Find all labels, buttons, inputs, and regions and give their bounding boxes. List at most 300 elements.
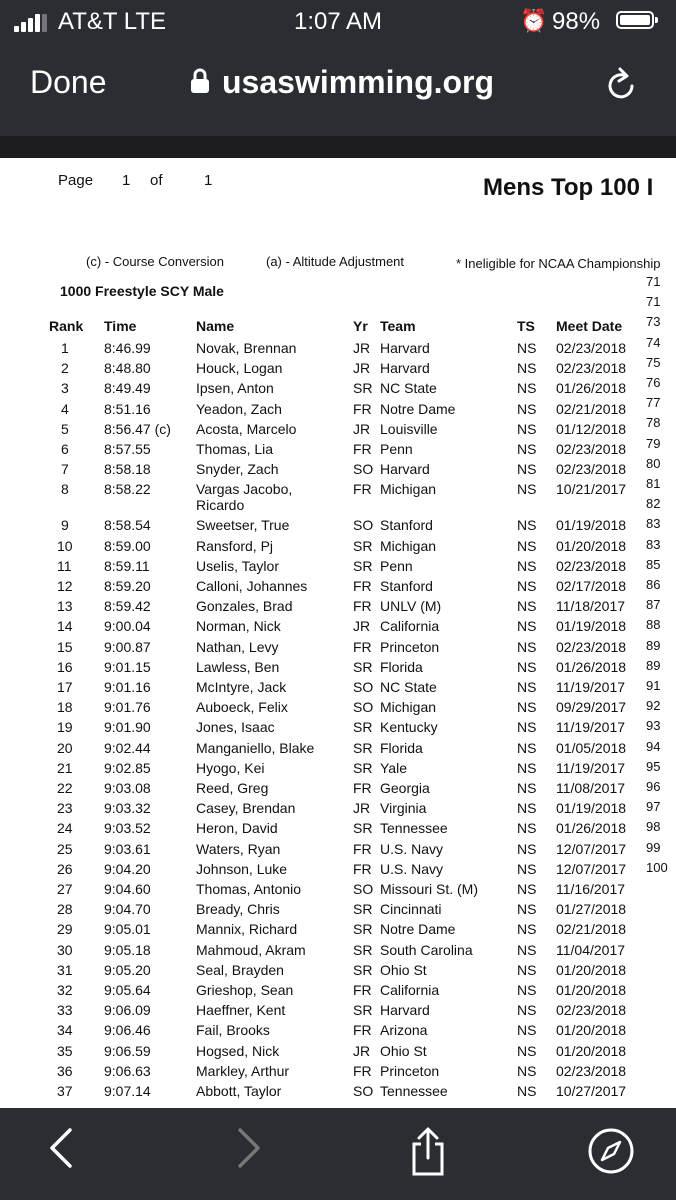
team-cell: Florida bbox=[380, 658, 423, 675]
side-number: 75 bbox=[646, 354, 661, 370]
meet-date-cell: 02/23/2018 bbox=[556, 340, 627, 356]
table-row bbox=[0, 618, 676, 638]
time-cell: 9:04.70 bbox=[104, 901, 151, 918]
team-cell: U.S. Navy bbox=[380, 840, 444, 857]
side-number: 86 bbox=[646, 577, 661, 592]
table-row bbox=[0, 719, 676, 739]
time-cell: 8:46.99 bbox=[104, 340, 151, 356]
meet-date-cell: 10/21/2017 bbox=[556, 481, 627, 498]
meet-date-cell: 02/17/2018 bbox=[556, 578, 627, 594]
team-cell: Virginia bbox=[380, 800, 427, 817]
table-row bbox=[0, 760, 676, 780]
year-cell: SR bbox=[353, 901, 373, 918]
rank-cell: 5 bbox=[61, 420, 69, 437]
meet-date-cell: 02/23/2018 bbox=[556, 461, 627, 478]
year-cell: SR bbox=[353, 941, 373, 958]
time-cell: 9:06.63 bbox=[104, 1062, 151, 1079]
side-number: 99 bbox=[646, 839, 661, 855]
rank-cell: 2 bbox=[61, 360, 69, 377]
time-cell: 8:58.54 bbox=[104, 517, 151, 534]
legend-ineligible: * Ineligible for NCAA Championship bbox=[456, 256, 661, 271]
rank-cell: 22 bbox=[57, 780, 73, 796]
ts-cell: NS bbox=[517, 481, 537, 498]
ts-cell: NS bbox=[517, 537, 537, 554]
meet-date-cell: 02/23/2018 bbox=[556, 1062, 627, 1079]
name-cell: Calloni, Johannes bbox=[196, 578, 308, 594]
side-number: 89 bbox=[646, 637, 661, 653]
year-cell: SR bbox=[353, 921, 373, 938]
rank-cell: 30 bbox=[57, 941, 73, 958]
rank-cell: 32 bbox=[57, 982, 73, 998]
team-cell: UNLV (M) bbox=[380, 598, 442, 615]
time-cell: 9:01.90 bbox=[104, 719, 151, 736]
name-cell: Jones, Isaac bbox=[196, 719, 275, 736]
team-cell: Ohio St bbox=[380, 961, 427, 978]
rank-cell: 17 bbox=[57, 679, 73, 695]
rank-cell: 26 bbox=[57, 860, 73, 877]
done-button[interactable]: Done bbox=[30, 64, 107, 100]
side-number: 87 bbox=[646, 597, 661, 613]
year-cell: JR bbox=[353, 800, 371, 817]
year-cell: FR bbox=[353, 982, 372, 998]
rank-cell: 24 bbox=[57, 820, 73, 837]
side-number: 96 bbox=[646, 779, 661, 794]
side-number: 79 bbox=[646, 435, 661, 451]
side-number: 92 bbox=[646, 698, 661, 714]
time-cell: 8:58.18 bbox=[104, 461, 151, 478]
year-cell: SO bbox=[353, 699, 374, 716]
meet-date-cell: 09/29/2017 bbox=[556, 699, 627, 716]
year-cell: FR bbox=[353, 638, 372, 655]
name-cell: Houck, Logan bbox=[196, 360, 283, 377]
year-cell: SO bbox=[353, 461, 374, 478]
time-cell: 8:58.22 bbox=[104, 481, 151, 498]
name-cell: Thomas, Antonio bbox=[196, 881, 302, 897]
table-row bbox=[0, 1022, 676, 1042]
side-number: 94 bbox=[646, 738, 661, 754]
team-cell: California bbox=[380, 618, 440, 635]
ts-cell: NS bbox=[517, 901, 537, 918]
col-name: Name bbox=[196, 318, 235, 334]
table-row bbox=[0, 881, 676, 901]
rank-cell: 13 bbox=[57, 598, 73, 615]
meet-date-cell: 01/26/2018 bbox=[556, 658, 627, 675]
year-cell: FR bbox=[353, 400, 372, 417]
rank-cell: 15 bbox=[57, 638, 73, 655]
year-cell: JR bbox=[353, 1042, 371, 1059]
meet-date-cell: 01/19/2018 bbox=[556, 618, 627, 635]
meet-date-cell: 02/23/2018 bbox=[556, 1002, 627, 1019]
name-cell: Manganiello, Blake bbox=[196, 739, 315, 756]
document-title: Mens Top 100 I bbox=[483, 174, 654, 201]
team-cell: Notre Dame bbox=[380, 921, 456, 938]
table-row bbox=[0, 901, 676, 921]
compass-icon[interactable] bbox=[586, 1126, 636, 1176]
side-number: 83 bbox=[646, 516, 661, 532]
time-cell: 8:49.49 bbox=[104, 380, 151, 397]
rank-cell: 19 bbox=[57, 719, 73, 736]
rank-cell: 21 bbox=[57, 759, 73, 776]
time-cell: 9:05.01 bbox=[104, 921, 151, 938]
year-cell: SO bbox=[353, 517, 374, 534]
time-cell: 9:02.44 bbox=[104, 739, 151, 756]
name-cell: Vargas Jacobo, bbox=[196, 481, 293, 498]
rank-cell: 7 bbox=[61, 461, 69, 478]
page-total: 1 bbox=[204, 172, 213, 189]
table-row bbox=[0, 401, 676, 421]
team-cell: Tennessee bbox=[380, 820, 448, 837]
name-cell: Hogsed, Nick bbox=[196, 1042, 280, 1059]
rank-cell: 37 bbox=[57, 1083, 73, 1099]
side-number: 81 bbox=[646, 476, 661, 491]
ts-cell: NS bbox=[517, 618, 537, 635]
rank-cell: 3 bbox=[61, 380, 69, 397]
ts-cell: NS bbox=[517, 719, 537, 736]
meet-date-cell: 10/27/2017 bbox=[556, 1083, 627, 1099]
table-row bbox=[0, 598, 676, 618]
year-cell: SR bbox=[353, 820, 373, 837]
table-row bbox=[0, 841, 676, 861]
rank-cell: 1 bbox=[61, 340, 69, 356]
name-cell: Auboeck, Felix bbox=[196, 699, 288, 716]
time-cell: 9:01.15 bbox=[104, 658, 151, 675]
year-cell: FR bbox=[353, 840, 372, 857]
meet-date-cell: 01/27/2018 bbox=[556, 901, 627, 918]
table-row bbox=[0, 800, 676, 820]
table-row bbox=[0, 441, 676, 461]
time-cell: 8:48.80 bbox=[104, 360, 151, 377]
name-cell: Bready, Chris bbox=[196, 901, 280, 918]
name-cell: Hyogo, Kei bbox=[196, 759, 265, 776]
carrier-label: AT&T LTE bbox=[58, 8, 167, 35]
share-icon[interactable] bbox=[408, 1126, 448, 1178]
time-cell: 8:57.55 bbox=[104, 441, 151, 457]
ts-cell: NS bbox=[517, 941, 537, 958]
meet-date-cell: 11/08/2017 bbox=[556, 780, 626, 796]
table-row bbox=[0, 578, 676, 598]
meet-date-cell: 01/20/2018 bbox=[556, 537, 627, 554]
time-cell: 9:04.60 bbox=[104, 881, 151, 897]
side-number: 74 bbox=[646, 334, 661, 350]
year-cell: FR bbox=[353, 598, 372, 615]
ts-cell: NS bbox=[517, 679, 537, 695]
name-cell: Norman, Nick bbox=[196, 618, 281, 635]
browser-toolbar bbox=[0, 1108, 676, 1200]
year-cell: SO bbox=[353, 679, 374, 695]
ts-cell: NS bbox=[517, 360, 537, 377]
team-cell: California bbox=[380, 982, 440, 998]
ts-cell: NS bbox=[517, 1002, 537, 1019]
side-number: 71 bbox=[646, 294, 661, 310]
team-cell: Harvard bbox=[380, 360, 430, 377]
table-row bbox=[0, 1083, 676, 1103]
name-cell: Abbott, Taylor bbox=[196, 1083, 282, 1099]
rank-cell: 11 bbox=[57, 557, 72, 574]
rank-cell: 28 bbox=[57, 901, 73, 918]
year-cell: SR bbox=[353, 658, 373, 675]
table-row bbox=[0, 740, 676, 760]
meet-date-cell: 12/07/2017 bbox=[556, 860, 627, 877]
time-cell: 9:03.32 bbox=[104, 800, 151, 817]
side-number: 77 bbox=[646, 395, 661, 411]
browser-header bbox=[0, 44, 676, 136]
rank-cell: 29 bbox=[57, 921, 73, 938]
ts-cell: NS bbox=[517, 881, 537, 897]
name-cell: Thomas, Lia bbox=[196, 441, 274, 457]
url-label[interactable]: usaswimming.org bbox=[222, 64, 495, 100]
year-cell: FR bbox=[353, 1022, 372, 1039]
ts-cell: NS bbox=[517, 461, 537, 478]
reload-icon[interactable] bbox=[604, 66, 638, 104]
rank-cell: 33 bbox=[57, 1002, 73, 1019]
name-cell: Fail, Brooks bbox=[196, 1022, 270, 1039]
meet-date-cell: 01/26/2018 bbox=[556, 380, 627, 397]
ts-cell: NS bbox=[517, 982, 537, 998]
back-icon[interactable] bbox=[46, 1126, 76, 1170]
table-row bbox=[0, 982, 676, 1002]
name-cell: McIntyre, Jack bbox=[196, 679, 287, 695]
year-cell: SO bbox=[353, 1083, 374, 1099]
ts-cell: NS bbox=[517, 921, 537, 938]
col-meet-date: Meet Date bbox=[556, 318, 623, 334]
team-cell: Cincinnati bbox=[380, 901, 442, 918]
year-cell: FR bbox=[353, 481, 372, 498]
rank-cell: 27 bbox=[57, 881, 73, 897]
team-cell: Tennessee bbox=[380, 1083, 448, 1099]
meet-date-cell: 12/07/2017 bbox=[556, 840, 627, 857]
table-row bbox=[0, 699, 676, 719]
team-cell: NC State bbox=[380, 380, 437, 397]
ts-cell: NS bbox=[517, 1022, 537, 1039]
team-cell: Princeton bbox=[380, 1062, 440, 1079]
ts-cell: NS bbox=[517, 840, 537, 857]
side-number: 100 bbox=[646, 859, 668, 875]
time-cell: 8:51.16 bbox=[104, 400, 151, 417]
name-cell: Mahmoud, Akram bbox=[196, 941, 306, 958]
ts-cell: NS bbox=[517, 780, 537, 796]
page-top-edge bbox=[0, 136, 676, 158]
rank-cell: 35 bbox=[57, 1042, 73, 1059]
team-cell: NC State bbox=[380, 679, 437, 695]
time-cell: 9:04.20 bbox=[104, 860, 151, 877]
side-number: 97 bbox=[646, 799, 661, 815]
ts-cell: NS bbox=[517, 658, 537, 675]
table-row bbox=[0, 861, 676, 881]
year-cell: FR bbox=[353, 860, 372, 877]
name-cell: Uselis, Taylor bbox=[196, 557, 279, 574]
time-cell: 9:06.59 bbox=[104, 1042, 151, 1059]
ts-cell: NS bbox=[517, 638, 537, 655]
team-cell: Penn bbox=[380, 441, 413, 457]
side-number: 88 bbox=[646, 617, 661, 633]
ts-cell: NS bbox=[517, 441, 537, 457]
year-cell: SR bbox=[353, 719, 373, 736]
name-cell: Haeffner, Kent bbox=[196, 1002, 286, 1019]
forward-icon[interactable] bbox=[234, 1126, 264, 1170]
ts-cell: NS bbox=[517, 699, 537, 716]
rank-cell: 8 bbox=[61, 481, 69, 498]
rank-cell: 18 bbox=[57, 699, 73, 716]
name-cell: Gonzales, Brad bbox=[196, 598, 293, 615]
name-cell: Ipsen, Anton bbox=[196, 380, 274, 397]
year-cell: SR bbox=[353, 961, 373, 978]
table-row bbox=[0, 558, 676, 578]
col-ts: TS bbox=[517, 318, 535, 334]
name-cell: Sweetser, True bbox=[196, 517, 290, 534]
time-cell: 8:59.42 bbox=[104, 598, 151, 615]
meet-date-cell: 01/19/2018 bbox=[556, 517, 627, 534]
ts-cell: NS bbox=[517, 1042, 537, 1059]
ts-cell: NS bbox=[517, 340, 537, 356]
time-cell: 9:05.18 bbox=[104, 941, 151, 958]
table-row bbox=[0, 380, 676, 400]
pdf-document[interactable] bbox=[0, 136, 676, 1108]
table-row bbox=[0, 942, 676, 962]
meet-date-cell: 01/20/2018 bbox=[556, 961, 627, 978]
ts-cell: NS bbox=[517, 578, 537, 594]
year-cell: FR bbox=[353, 1062, 372, 1079]
side-number: 71 bbox=[646, 274, 661, 289]
side-number: 85 bbox=[646, 556, 661, 572]
name-cell: Grieshop, Sean bbox=[196, 982, 294, 998]
side-number: 82 bbox=[646, 496, 661, 512]
time-cell: 9:01.76 bbox=[104, 699, 151, 716]
meet-date-cell: 02/21/2018 bbox=[556, 400, 627, 417]
table-row bbox=[0, 340, 676, 360]
meet-date-cell: 01/12/2018 bbox=[556, 420, 627, 437]
team-cell: South Carolina bbox=[380, 941, 473, 958]
name-cell: Markley, Arthur bbox=[196, 1062, 290, 1079]
table-row bbox=[0, 962, 676, 982]
time-cell: 9:03.61 bbox=[104, 840, 151, 857]
name-cell: Seal, Brayden bbox=[196, 961, 284, 978]
meet-date-cell: 11/19/2017 bbox=[556, 719, 626, 736]
team-cell: Stanford bbox=[380, 517, 433, 534]
meet-date-cell: 02/21/2018 bbox=[556, 921, 627, 938]
time-cell: 9:00.87 bbox=[104, 638, 151, 655]
time-cell: 9:06.09 bbox=[104, 1002, 151, 1019]
team-cell: Florida bbox=[380, 739, 423, 756]
year-cell: FR bbox=[353, 578, 372, 594]
time-cell: 9:03.08 bbox=[104, 780, 151, 796]
table-row bbox=[0, 780, 676, 800]
rank-cell: 34 bbox=[57, 1022, 73, 1039]
table-row bbox=[0, 461, 676, 481]
table-row bbox=[0, 360, 676, 380]
table-row bbox=[0, 538, 676, 558]
ts-cell: NS bbox=[517, 961, 537, 978]
meet-date-cell: 11/04/2017 bbox=[556, 941, 626, 958]
event-title: 1000 Freestyle SCY Male bbox=[60, 283, 224, 299]
year-cell: FR bbox=[353, 441, 372, 457]
time-cell: 9:02.85 bbox=[104, 759, 151, 776]
meet-date-cell: 01/20/2018 bbox=[556, 982, 627, 998]
side-number: 80 bbox=[646, 455, 661, 471]
meet-date-cell: 01/26/2018 bbox=[556, 820, 627, 837]
meet-date-cell: 01/19/2018 bbox=[556, 800, 627, 817]
team-cell: Stanford bbox=[380, 578, 433, 594]
name-cell-continued: Ricardo bbox=[196, 497, 245, 514]
ts-cell: NS bbox=[517, 1083, 537, 1099]
year-cell: FR bbox=[353, 780, 372, 796]
table-row bbox=[0, 1002, 676, 1022]
status-bar bbox=[0, 0, 676, 44]
meet-date-cell: 02/23/2018 bbox=[556, 360, 627, 377]
side-number: 93 bbox=[646, 718, 661, 734]
legend-altitude-adjustment: (a) - Altitude Adjustment bbox=[266, 254, 405, 269]
col-yr: Yr bbox=[353, 318, 368, 334]
ts-cell: NS bbox=[517, 517, 537, 534]
name-cell: Reed, Greg bbox=[196, 780, 269, 796]
ts-cell: NS bbox=[517, 400, 537, 417]
col-team: Team bbox=[380, 318, 416, 334]
table-row bbox=[0, 679, 676, 699]
time-cell: 8:59.00 bbox=[104, 537, 151, 554]
team-cell: Penn bbox=[380, 557, 413, 574]
name-cell: Johnson, Luke bbox=[196, 860, 288, 877]
table-row bbox=[0, 820, 676, 840]
team-cell: Michigan bbox=[380, 537, 437, 554]
table-row bbox=[0, 421, 676, 441]
meet-date-cell: 11/19/2017 bbox=[556, 679, 626, 695]
ts-cell: NS bbox=[517, 860, 537, 877]
alarm-icon: ⏰ bbox=[520, 8, 548, 33]
rank-cell: 16 bbox=[57, 658, 73, 675]
battery-icon bbox=[616, 11, 654, 29]
status-time: 1:07 AM bbox=[293, 8, 383, 35]
time-cell: 9:00.04 bbox=[104, 618, 151, 635]
team-cell: Harvard bbox=[380, 1002, 430, 1019]
col-rank: Rank bbox=[49, 318, 84, 334]
table-row bbox=[0, 1063, 676, 1083]
rank-cell: 25 bbox=[57, 840, 73, 857]
rank-cell: 12 bbox=[57, 578, 73, 594]
year-cell: JR bbox=[353, 618, 371, 635]
year-cell: SR bbox=[353, 739, 373, 756]
table-row bbox=[0, 481, 676, 517]
rank-cell: 10 bbox=[57, 537, 73, 554]
rank-cell: 31 bbox=[57, 961, 73, 978]
time-cell: 8:59.11 bbox=[104, 557, 150, 574]
name-cell: Novak, Brennan bbox=[196, 340, 297, 356]
ts-cell: NS bbox=[517, 820, 537, 837]
team-cell: Arizona bbox=[380, 1022, 428, 1039]
team-cell: Harvard bbox=[380, 340, 430, 356]
ts-cell: NS bbox=[517, 420, 537, 437]
team-cell: U.S. Navy bbox=[380, 860, 444, 877]
meet-date-cell: 01/20/2018 bbox=[556, 1022, 627, 1039]
team-cell: Michigan bbox=[380, 481, 437, 498]
name-cell: Lawless, Ben bbox=[196, 658, 280, 675]
team-cell: Missouri St. (M) bbox=[380, 881, 478, 897]
name-cell: Snyder, Zach bbox=[196, 461, 279, 478]
meet-date-cell: 01/20/2018 bbox=[556, 1042, 627, 1059]
time-cell: 9:01.16 bbox=[104, 679, 151, 695]
side-number: 76 bbox=[646, 375, 661, 390]
time-cell: 8:56.47 (c) bbox=[104, 420, 171, 437]
year-cell: SR bbox=[353, 759, 373, 776]
side-number: 98 bbox=[646, 819, 661, 835]
meet-date-cell: 11/19/2017 bbox=[556, 759, 626, 776]
rank-cell: 20 bbox=[57, 739, 73, 756]
side-number: 95 bbox=[646, 758, 661, 774]
meet-date-cell: 01/05/2018 bbox=[556, 739, 627, 756]
year-cell: JR bbox=[353, 360, 371, 377]
meet-date-cell: 11/16/2017 bbox=[556, 881, 626, 897]
name-cell: Waters, Ryan bbox=[196, 840, 281, 857]
time-cell: 9:06.46 bbox=[104, 1022, 151, 1039]
year-cell: SR bbox=[353, 537, 373, 554]
